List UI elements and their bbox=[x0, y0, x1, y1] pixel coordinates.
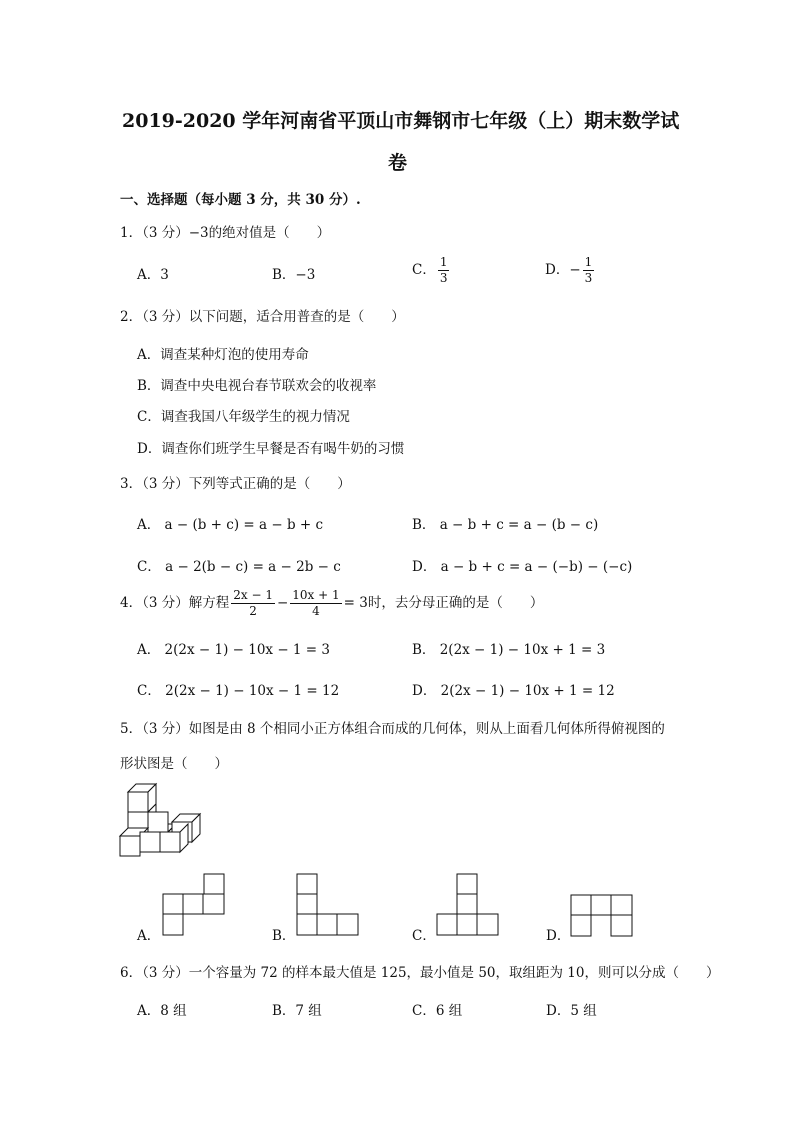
q6-option-a: A．8 组 bbox=[137, 1003, 187, 1019]
q3-option-c: C． a − 2(b − c) = a − 2b − c bbox=[137, 559, 341, 575]
q1-option-b: B．−3 bbox=[272, 267, 316, 283]
question-1-stem: 1．（3 分）−3的绝对值是（ ） bbox=[120, 225, 331, 241]
q3-option-a: A． a − (b + c) = a − b + c bbox=[137, 517, 324, 533]
q5-option-b-grid bbox=[296, 873, 360, 937]
section-heading: 一、选择题（每小题 3 分，共 30 分）. bbox=[120, 192, 361, 208]
page-title-line2: 卷 bbox=[388, 152, 408, 174]
q2-option-a: A．调查某种灯泡的使用寿命 bbox=[137, 347, 309, 363]
q1-option-d bbox=[545, 255, 596, 286]
q5-option-d-label: D． bbox=[546, 928, 571, 944]
q5-option-c-label: C． bbox=[412, 928, 436, 944]
q4-option-c: C． 2(2x − 1) − 10x − 1 = 12 bbox=[137, 683, 340, 699]
q2-option-c: C．调查我国八年级学生的视力情况 bbox=[137, 409, 350, 425]
q4-option-b: B． 2(2x − 1) − 10x + 1 = 3 bbox=[412, 642, 606, 658]
q3-option-d: D． a − b + c = a − (−b) − (−c) bbox=[412, 559, 633, 575]
q2-option-d: D．调查你们班学生早餐是否有喝牛奶的习惯 bbox=[137, 441, 405, 457]
fraction-numerator: 1 bbox=[584, 255, 593, 269]
cube-stack-figure bbox=[114, 780, 214, 868]
q5-option-d-grid bbox=[570, 894, 634, 937]
question-6-stem: 6．（3 分）一个容量为 72 的样本最大值是 125，最小值是 50，取组距为 10，则可以分成（ ） bbox=[120, 965, 720, 981]
q4-stem-suffix: = 3时，去分母正确的是（ ） bbox=[343, 595, 544, 611]
fraction-numerator: 2x − 1 bbox=[233, 588, 273, 602]
question-5-stem-line2: 形状图是（ ） bbox=[120, 756, 228, 772]
fraction-denominator: 3 bbox=[439, 271, 448, 285]
question-5-stem-line1: 5．（3 分）如图是由 8 个相同小正方体组合而成的几何体，则从上面看几何体所得俯视图的 bbox=[120, 721, 665, 737]
q6-option-c: C．6 组 bbox=[412, 1003, 463, 1019]
question-2-stem: 2．（3 分）以下问题，适合用普查的是（ ） bbox=[120, 309, 405, 325]
q4-fraction-1 bbox=[231, 588, 275, 619]
q4-fraction-2 bbox=[290, 588, 341, 619]
fraction-denominator: 4 bbox=[312, 604, 320, 618]
q5-option-b-label: B． bbox=[272, 928, 296, 944]
q1-option-a: A．3 bbox=[137, 267, 169, 283]
question-4-stem bbox=[120, 588, 543, 619]
q4-stem-prefix: 4．（3 分）解方程 bbox=[120, 595, 230, 611]
q1-option-d-label: D．− bbox=[545, 262, 581, 278]
fraction-denominator: 3 bbox=[584, 271, 593, 285]
fraction-numerator: 10x + 1 bbox=[292, 588, 340, 602]
q6-option-d: D．5 组 bbox=[546, 1003, 597, 1019]
q2-option-b: B．调查中央电视台春节联欢会的收视率 bbox=[137, 378, 377, 394]
q4-option-a: A． 2(2x − 1) − 10x − 1 = 3 bbox=[137, 642, 331, 658]
page-title-line1: 2019-2020 学年河南省平顶山市舞钢市七年级（上）期末数学试 bbox=[122, 110, 680, 132]
q1-option-d-fraction bbox=[583, 255, 595, 286]
q6-option-b: B．7 组 bbox=[272, 1003, 322, 1019]
q1-option-c bbox=[412, 255, 451, 286]
q4-minus: − bbox=[276, 595, 289, 611]
q1-option-c-label: C． bbox=[412, 262, 436, 278]
q5-option-c-grid bbox=[436, 873, 500, 937]
q5-option-a-grid bbox=[162, 873, 226, 937]
q3-option-b: B． a − b + c = a − (b − c) bbox=[412, 517, 599, 533]
q5-option-a-label: A． bbox=[137, 928, 161, 944]
q4-option-d: D． 2(2x − 1) − 10x + 1 = 12 bbox=[412, 683, 615, 699]
fraction-numerator: 1 bbox=[439, 255, 448, 269]
q1-option-c-fraction bbox=[438, 255, 450, 286]
fraction-denominator: 2 bbox=[249, 604, 257, 618]
question-3-stem: 3．（3 分）下列等式正确的是（ ） bbox=[120, 476, 351, 492]
